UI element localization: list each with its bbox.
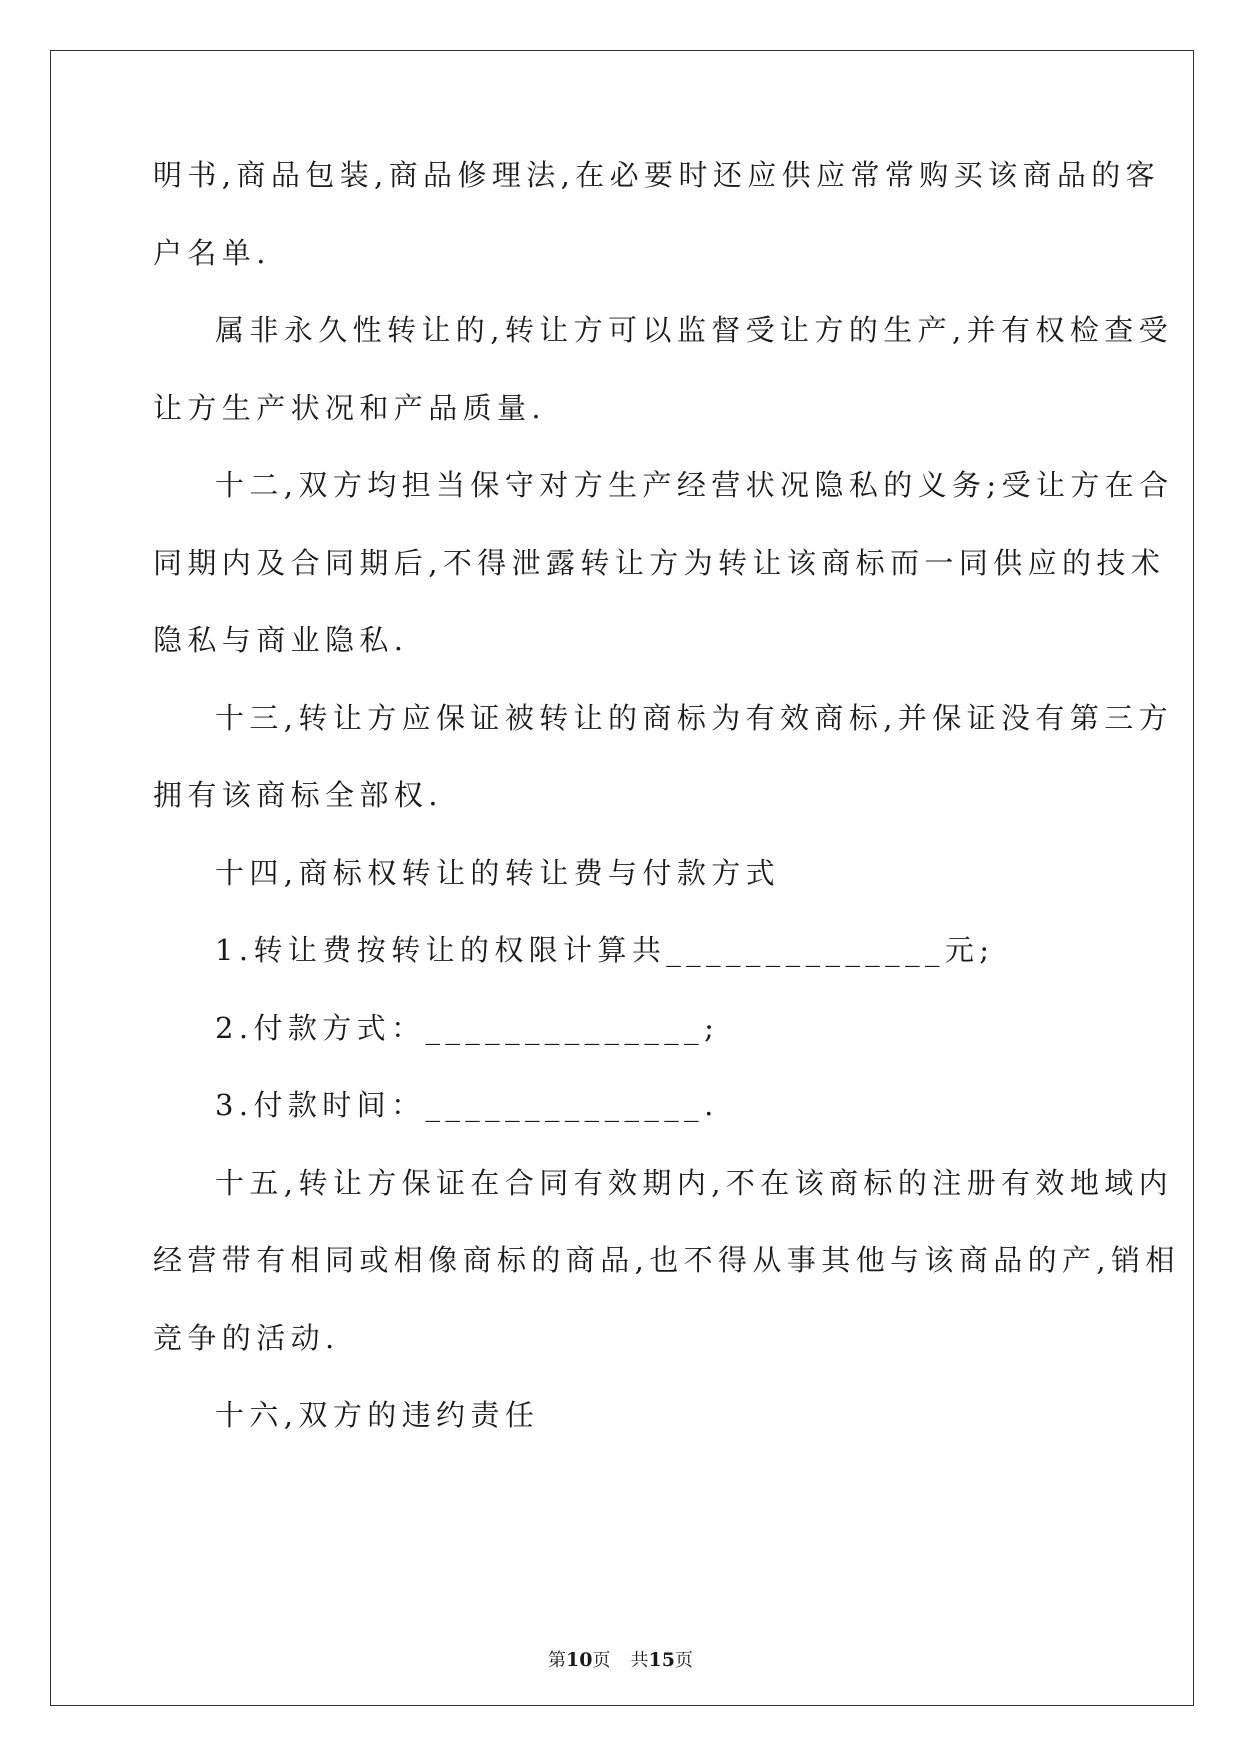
page-prefix: 第: [548, 1650, 567, 1671]
page-unit: 页: [592, 1650, 611, 1671]
section-heading: 十四,商标权转让的转让费与付款方式: [215, 856, 781, 890]
text-line: 让方生产状况和产品质量.: [153, 391, 547, 425]
page-footer: [0, 1648, 1241, 1673]
paragraph-first-line: 属非永久性转让的,转让方可以监督受让方的生产,并有权检查受: [215, 313, 1174, 347]
text-line: 户名单.: [153, 236, 271, 270]
text-line: 隐私与商业隐私.: [153, 623, 409, 657]
current-page-number: 10: [566, 1649, 593, 1671]
section-heading: 十六,双方的违约责任: [215, 1398, 540, 1432]
total-prefix: 共: [630, 1650, 649, 1671]
paragraph-first-line: 十三,转让方应保证被转让的商标为有效商标,并保证没有第三方: [215, 701, 1174, 735]
total-page-count: 15: [648, 1649, 675, 1671]
text-line: 明书,商品包装,商品修理法,在必要时还应供应常常购买该商品的客: [153, 158, 1161, 192]
list-item: 1.转让费按转让的权限计算共______________元;: [215, 933, 995, 967]
text-line: 同期内及合同期后,不得泄露转让方为转让该商标而一同供应的技术: [153, 546, 1166, 580]
paragraph-first-line: 十二,双方均担当保守对方生产经营状况隐私的义务;受让方在合: [215, 468, 1174, 502]
text-line: 竞争的活动.: [153, 1321, 340, 1355]
paragraph-first-line: 十五,转让方保证在合同有效期内,不在该商标的注册有效地域内: [215, 1166, 1174, 1200]
total-unit: 页: [674, 1650, 693, 1671]
list-item: 2.付款方式：______________;: [215, 1011, 720, 1045]
text-line: 拥有该商标全部权.: [153, 778, 443, 812]
text-line: 经营带有相同或相像商标的商品,也不得从事其他与该商品的产,销相: [153, 1243, 1180, 1277]
list-item: 3.付款时间：______________.: [215, 1088, 719, 1122]
